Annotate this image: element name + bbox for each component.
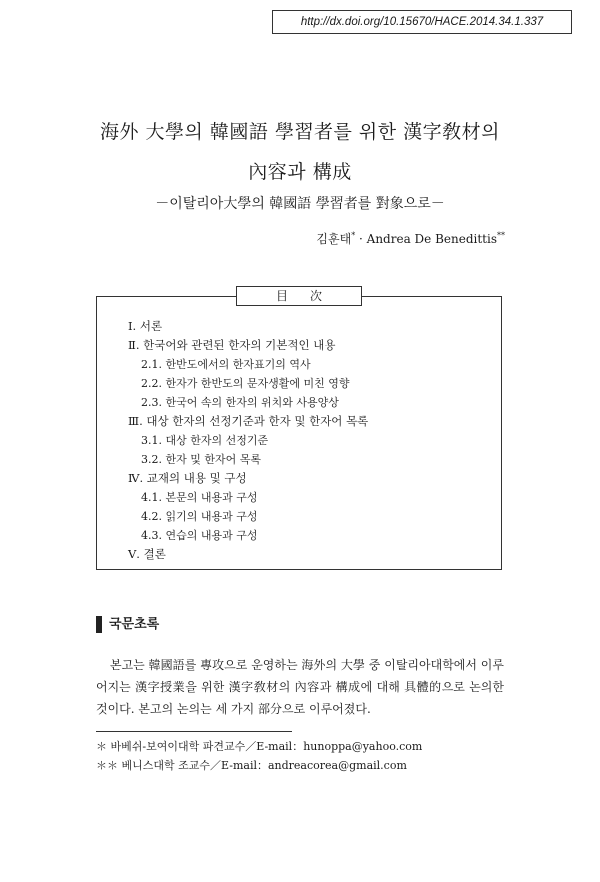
doi-link[interactable]: http://dx.doi.org/10.15670/HACE.2014.34.1.337 [272,10,572,34]
abstract-body: 본고는 韓國語를 專攻으로 운영하는 海外의 大學 중 이탈리아대학에서 이루어지는 漢字授業을 위한 漢字敎材의 內容과 構成에 대해 具體的으로 논의한 것이다. 본고의 논의는 세 가지 部分으로 이루어졌다. [96,658,504,716]
toc-item-4: Ⅳ. 교재의 내용 및 구성 [128,471,247,485]
toc-item-2-2: 2.2. 한자가 한반도의 문자생활에 미친 영향 [141,377,350,390]
toc-item-4-3: 4.3. 연습의 내용과 구성 [141,529,258,542]
toc-item-1: Ⅰ. 서론 [128,319,163,333]
toc-item-5: Ⅴ. 결론 [128,547,166,561]
author-1: 김훈태 [316,232,352,246]
toc-heading: 目次 [236,286,362,306]
author-2: Andrea De Benedittis [366,232,497,246]
toc-item-4-1: 4.1. 본문의 내용과 구성 [141,491,258,504]
toc-item-2-1: 2.1. 한반도에서의 한자표기의 역사 [141,358,311,371]
section-marker-bar [96,616,102,633]
footnote-1: ＊ 바베쉬-보여이대학 파견교수／E-mail：hunoppa@yahoo.com [96,740,423,753]
toc-item-3: Ⅲ. 대상 한자의 선정기준과 한자 및 한자어 목록 [128,414,369,428]
title-line-2: 內容과 構成 [248,161,352,183]
title-line-1: 海外 大學의 韓國語 學習者를 위한 漢字敎材의 [100,121,500,143]
footnote-divider [96,731,292,732]
footnote-2: ＊＊ 베니스대학 조교수／E-mail：andreacorea@gmail.com [96,759,407,772]
toc-list [128,317,368,564]
toc-item-3-2: 3.2. 한자 및 한자어 목록 [141,453,261,466]
author-1-footnote-mark: * [351,231,356,240]
author-separator: · [355,232,367,246]
abstract-heading-text: 국문초록 [109,617,160,632]
author-line [316,230,505,247]
subtitle: －이탈리아大學의 韓國語 學習者를 對象으로－ [155,196,445,212]
toc-item-2: Ⅱ. 한국어와 관련된 한자의 기본적인 내용 [128,338,336,352]
toc-item-4-2: 4.2. 읽기의 내용과 구성 [141,510,258,523]
toc-item-2-3: 2.3. 한국어 속의 한자의 위치와 사용양상 [141,396,339,409]
toc-item-3-1: 3.1. 대상 한자의 선정기준 [141,434,269,447]
author-2-footnote-mark: ** [497,231,505,240]
